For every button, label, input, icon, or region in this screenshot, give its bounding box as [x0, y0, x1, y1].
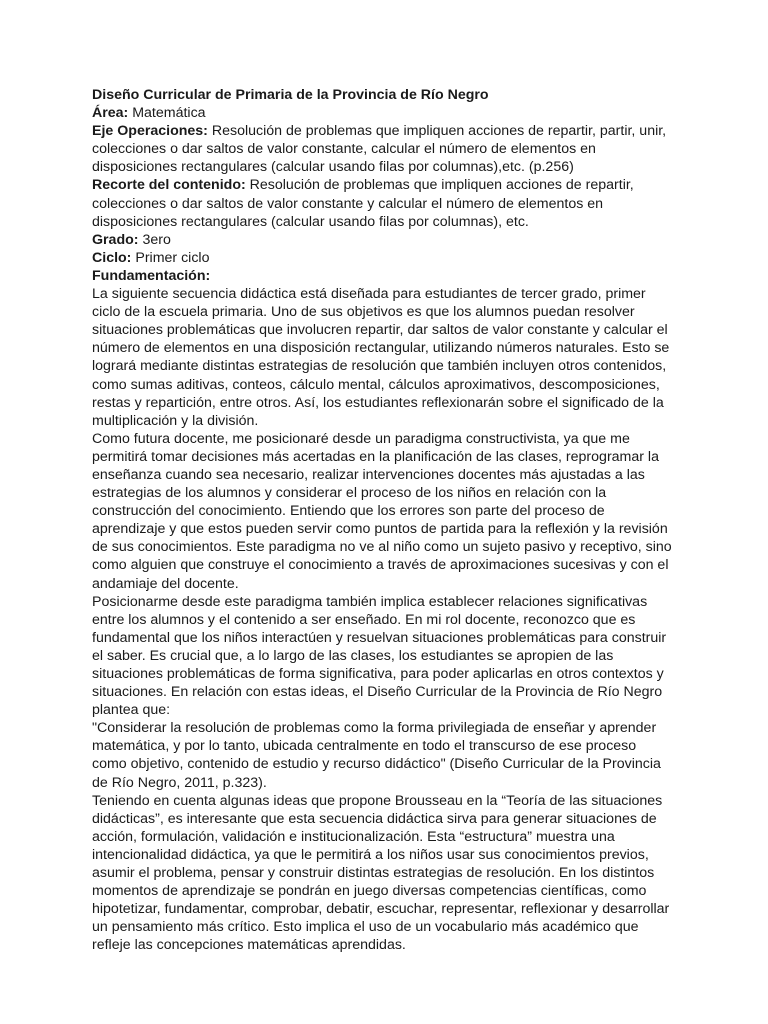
document-page: [92, 86, 682, 955]
paragraph-line: situaciones. En relación con estas ideas, el Diseño Curricular de la Provincia de Río Negro: [92, 684, 663, 701]
paragraph-line: número de elementos en una disposición rectangular, utilizando números naturales. Esto se: [92, 340, 670, 357]
paragraph-2: [92, 430, 682, 593]
paragraph-line: entre los alumnos y el contenido a ser enseñado. En mi rol docente, reconozco que es: [92, 611, 636, 628]
fundamentacion-heading: Fundamentación:: [92, 267, 211, 284]
quote-block: [92, 719, 682, 791]
paragraph-line: ciclo de la escuela primaria. Uno de sus objetivos es que los alumnos puedan resolver: [92, 304, 635, 321]
paragraph-line: situaciones problemáticas de forma significativa, para poder aplicarlas en otros contextos y: [92, 666, 664, 682]
eje-text-line: disposiciones rectangulares (calcular usando filas por columnas),etc. (p.256): [92, 159, 574, 176]
paragraph-line: acción, formulación, validación e institucionalización. Esta “estructura” muestra una: [92, 828, 615, 845]
grado-line: [92, 231, 682, 249]
paragraph-line: multiplicación y la división.: [92, 412, 259, 429]
recorte-section: [92, 176, 682, 230]
paragraph-line: como alguien que construye el conocimiento a través de aproximaciones sucesivas y con el: [92, 557, 669, 574]
paragraph-line: logrará mediante distintas estrategias de resolución que también incluyen otros contenidos,: [92, 358, 667, 375]
paragraph-line: La siguiente secuencia didáctica está diseñada para estudiantes de tercer grado, primer: [92, 286, 646, 303]
quote-line: matemática, y por lo tanto, ubicada centralmente en todo el transcurso de ese proceso: [92, 738, 637, 755]
paragraph-line: permitirá tomar decisiones más acertadas en la planificación de las clases, reprogramar la: [92, 448, 659, 465]
paragraph-line: situaciones problemáticas que involucren repartir, dar saltos de valor constante y calcular el: [92, 322, 668, 339]
paragraph-line: construcción del conocimiento. Entiendo que los errores son parte del proceso de: [92, 503, 605, 520]
paragraph-line: asumir el problema, pensar y construir distintas estrategias de resolución. En los distintos: [92, 865, 655, 882]
quote-line: de Río Negro, 2011, p.323).: [92, 774, 267, 791]
paragraph-line: estrategias de los alumnos y considerar el proceso de los niños en relación con la: [92, 485, 607, 502]
paragraph-3: [92, 593, 682, 720]
paragraph-line: Posicionarme desde este paradigma también implica establecer relaciones significativas: [92, 593, 648, 610]
eje-label: Eje Operaciones:: [92, 123, 208, 140]
grado-label: Grado:: [92, 231, 139, 248]
recorte-text-line: Resolución de problemas que impliquen acciones de repartir,: [245, 177, 634, 194]
eje-text-line: Resolución de problemas que impliquen acciones de repartir, partir, unir,: [207, 123, 667, 140]
document-title: Diseño Curricular de Primaria de la Provincia de Río Negro: [92, 87, 489, 103]
paragraph-line: como sumas aditivas, conteos, cálculo mental, cálculos aproximativos, descomposiciones,: [92, 376, 660, 393]
quote-line: "Considerar la resolución de problemas como la forma privilegiada de enseñar y aprender: [92, 720, 657, 737]
paragraph-line: intencionalidad didáctica, ya que le permitirá a los niños usar sus conocimientos previos,: [92, 846, 649, 863]
eje-section: [92, 122, 682, 176]
ciclo-line: [92, 249, 682, 267]
paragraph-line: refleje las concepciones matemáticas aprendidas.: [92, 937, 406, 954]
recorte-text-line: colecciones o dar saltos de valor constante y calcular el número de elementos en: [92, 195, 604, 212]
recorte-label: Recorte del contenido:: [92, 177, 246, 194]
paragraph-line: momentos de aprendizaje se pondrán en juego diversas competencias científicas, como: [92, 883, 647, 900]
quote-line: como objetivo, contenido de estudio y recurso didáctico" (Diseño Curricular de la Provincia: [92, 756, 661, 773]
area-line: [92, 104, 682, 122]
paragraph-line: de sus conocimientos. Este paradigma no ve al niño como un sujeto pasivo y receptivo, sino: [92, 539, 672, 556]
paragraph-line: un pensamiento más crítico. Esto implica el uso de un vocabulario más académico que: [92, 919, 639, 936]
paragraph-line: fundamental que los niños interactúen y resuelvan situaciones problemáticas para construir: [92, 629, 667, 646]
area-label: Área:: [92, 105, 129, 122]
area-value: Matemática: [128, 105, 206, 122]
paragraph-line: Como futura docente, me posicionaré desde un paradigma constructivista, ya que me: [92, 430, 630, 447]
paragraph-line: aprendizaje y que estos pueden servir como puntos de partida para la reflexión y la revisión: [92, 521, 668, 538]
paragraph-line: enseñanza cuando sea necesario, realizar intervenciones docentes más ajustadas a las: [92, 466, 645, 483]
paragraph-line: plantea que:: [92, 702, 171, 719]
paragraph-line: hipotetizar, fundamentar, comprobar, debatir, escuchar, representar, reflexionar y desarrollar: [92, 901, 670, 918]
paragraph-line: Teniendo en cuenta algunas ideas que propone Brousseau en la “Teoría de las situaciones: [92, 792, 663, 809]
ciclo-value: Primer ciclo: [131, 249, 210, 266]
recorte-line: [92, 176, 682, 194]
ciclo-label: Ciclo:: [92, 249, 132, 266]
paragraph-1: [92, 285, 682, 430]
paragraph-line: restas y repartición, entre otros. Así, los estudiantes reflexionarán sobre el significado de la: [92, 394, 664, 411]
paragraph-line: andamiaje del docente.: [92, 575, 239, 592]
paragraph-line: el saber. Es crucial que, a lo largo de las clases, los estudiantes se apropien de las: [92, 647, 614, 664]
recorte-text-line: disposiciones rectangulares (calcular usando filas por columnas), etc.: [92, 213, 529, 230]
paragraph-line: didácticas”, es interesante que esta secuencia didáctica sirva para generar situaciones de: [92, 810, 657, 827]
grado-value: 3ero: [138, 231, 171, 248]
eje-text-line: colecciones o dar saltos de valor constante, calcular el número de elementos en: [92, 141, 596, 158]
paragraph-4: [92, 792, 682, 955]
eje-line: [92, 122, 682, 140]
